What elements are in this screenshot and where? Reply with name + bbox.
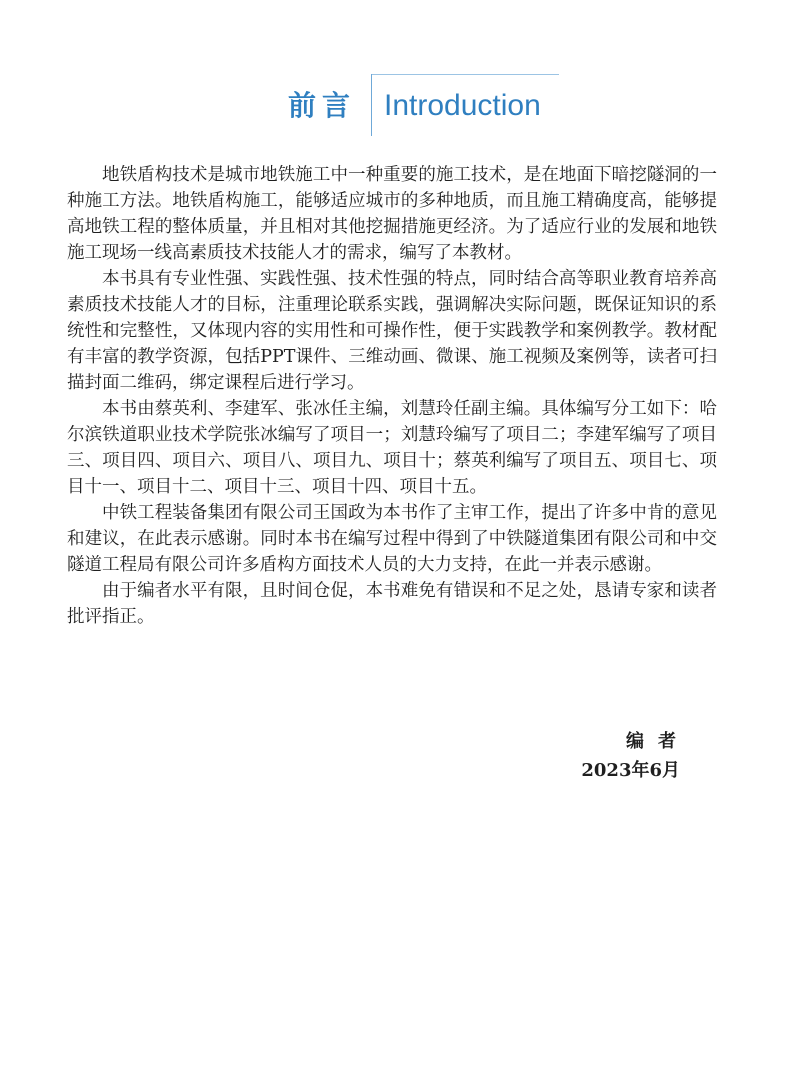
paragraph-5: 由于编者水平有限，且时间仓促，本书难免有错误和不足之处，恳请专家和读者批评指正。	[67, 581, 717, 627]
preface-header	[0, 74, 790, 138]
header-divider	[371, 74, 372, 136]
signature-block	[581, 728, 690, 786]
preface-body	[67, 162, 717, 630]
paragraph-4: 中铁工程装备集团有限公司王国政为本书作了主审工作，提出了许多中肯的意见和建议，在此表示感谢。同时本书在编写过程中得到了中铁隧道集团有限公司和中交隧道工程局有限公司许多盾构方面技术人员的大力支持，在此一并表示感谢。	[67, 503, 717, 575]
header-top-rule	[371, 74, 559, 75]
signature-date: 2023年6月	[581, 760, 680, 781]
preface-title-en: Introduction	[384, 89, 541, 122]
paragraph-2: 本书具有专业性强、实践性强、技术性强的特点，同时结合高等职业教育培养高素质技术技能人才的目标，注重理论联系实践，强调解决实际问题，既保证知识的系统性和完整性，又体现内容的实用性和可操作性，便于实践教学和案例教学。教材配有丰富的教学资源，包括PPT课件、三维动画、微课、施工视频及案例等，读者可扫描封面二维码，绑定课程后进行学习。	[67, 269, 717, 393]
preface-title-cn: 前言	[288, 89, 357, 122]
paragraph-3: 本书由蔡英利、李建军、张冰任主编，刘慧玲任副主编。具体编写分工如下：哈尔滨铁道职业技术学院张冰编写了项目一；刘慧玲编写了项目二；李建军编写了项目三、项目四、项目六、项目八、项目九、项目十；蔡英利编写了项目五、项目七、项目十一、项目十二、项目十三、项目十四、项目十五。	[67, 399, 717, 497]
signature-editor: 编者	[626, 731, 690, 752]
paragraph-1: 地铁盾构技术是城市地铁施工中一种重要的施工技术，是在地面下暗挖隧洞的一种施工方法。地铁盾构施工，能够适应城市的多种地质，而且施工精确度高，能够提高地铁工程的整体质量，并且相对其他挖掘措施更经济。为了适应行业的发展和地铁施工现场一线高素质技术技能人才的需求，编写了本教材。	[67, 165, 717, 263]
